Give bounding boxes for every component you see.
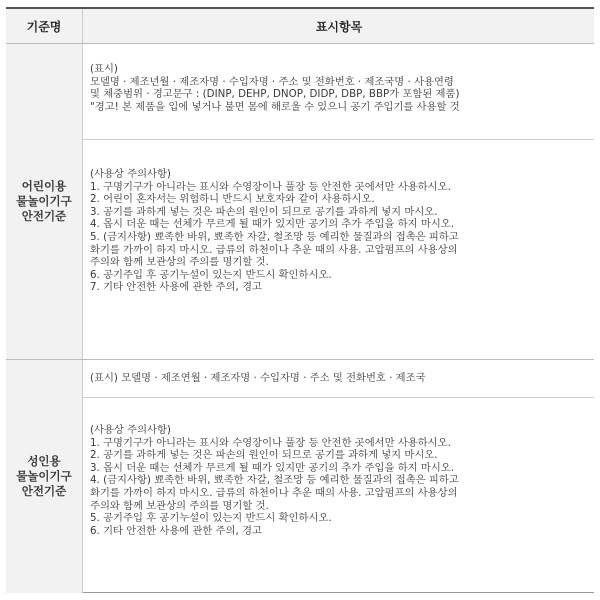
text-line: 모델명 · 제조년월 · 제조자명 · 수입자명 · 주소 및 전화번호 · 제조국명 · 사용연령 bbox=[90, 75, 454, 88]
standard-name-adults bbox=[6, 360, 82, 593]
table-header bbox=[6, 9, 594, 44]
text-line: (사용상 주의사항) bbox=[90, 168, 171, 180]
text-line: 4. (금지사항) 뾰족한 바위, 뾰족한 자갈, 철조망 등 예리한 물질과의 접촉은 피하고 bbox=[90, 474, 459, 487]
standard-name-line: 안전기준 bbox=[21, 484, 67, 498]
text-line: 7. 기타 안전한 사용에 관한 주의, 경고 bbox=[90, 281, 262, 294]
text-line: 화기를 가까이 하지 마시오. 급류의 하천이나 추운 때의 사용. 고압펌프의 사용상의 bbox=[90, 243, 458, 256]
standard-name-line: 물놀이기구 bbox=[16, 469, 72, 483]
caution-items-adults bbox=[82, 398, 594, 593]
text-line: 2. 어린이 혼자서는 위험하니 반드시 보호자와 같이 사용하시오. bbox=[90, 193, 375, 206]
header-standard-name: 기준명 bbox=[26, 19, 62, 34]
display-items-adults bbox=[82, 360, 594, 397]
text-line: 1. 구명기구가 아니라는 표시와 수영장이나 풀장 등 안전한 곳에서만 사용하시오. bbox=[90, 180, 451, 193]
standards-table bbox=[6, 7, 594, 593]
text-line: 4. 몹시 더운 때는 선체가 무르게 될 때가 있지만 공기의 추가 주입을 하지 마시오. bbox=[90, 218, 454, 231]
text-line: 5. 공기주입 후 공기누설이 있는지 반드시 확인하시오. bbox=[90, 512, 332, 525]
display-items-children bbox=[82, 44, 594, 139]
text-line: 6. 기타 안전한 사용에 관한 주의, 경고 bbox=[90, 524, 262, 537]
header-display-items: 표시항목 bbox=[82, 9, 595, 43]
text-line: "경고! 본 제품을 입에 넣거나 불면 몸에 해로울 수 있으니 공기 주입기를 사용할 것 bbox=[90, 100, 460, 113]
text-line: 주의와 함께 보관상의 주의를 명기할 것. bbox=[90, 256, 269, 269]
standard-name-line: 안전기준 bbox=[21, 209, 67, 223]
text-line: (표시) bbox=[90, 63, 118, 75]
text-line: 5. (금지사항) 뾰족한 바위, 뾰족한 자갈, 철조망 등 예리한 물질과의 접촉은 피하고 bbox=[90, 230, 459, 243]
text-line: (표시) 모델명 · 제조연월 · 제조자명 · 수입자명 · 주소 및 전화번호 · 제조국 bbox=[90, 372, 426, 384]
text-line: 3. 몹시 더운 때는 선체가 무르게 될 때가 있지만 공기의 추가 주입을 하지 마시오. bbox=[90, 461, 454, 474]
standard-name-line: 어린이용 bbox=[21, 179, 67, 193]
text-line: 2. 공기를 과하게 넣는 것은 파손의 원인이 되므로 공기를 과하게 넣지 마시오. bbox=[90, 449, 438, 462]
text-line: 주의와 함께 보관상의 주의를 명기할 것. bbox=[90, 499, 269, 512]
text-line: 및 체중범위 · 경고문구 : (DINP, DEHP, DNOP, DIDP, DBP, BBP가 포함된 제품) bbox=[90, 88, 460, 101]
text-line: (사용상 주의사항) bbox=[90, 424, 171, 436]
text-line: 1. 구명기구가 아니라는 표시와 수영장이나 풀장 등 안전한 곳에서만 사용하시오. bbox=[90, 436, 451, 449]
standard-name-line: 물놀이기구 bbox=[16, 194, 72, 208]
text-line: 3. 공기를 과하게 넣는 것은 파손의 원인이 되므로 공기를 과하게 넣지 마시오. bbox=[90, 205, 438, 218]
caution-items-children bbox=[82, 140, 594, 359]
text-line: 화기를 가까이 하지 마시오. 급류의 하천이나 추운 때의 사용. 고압펌프의 사용상의 bbox=[90, 486, 458, 499]
text-line: 6. 공기주입 후 공기누설이 있는지 반드시 확인하시오. bbox=[90, 268, 332, 281]
standard-name-line: 성인용 bbox=[27, 454, 61, 468]
standard-name-children bbox=[6, 44, 82, 359]
